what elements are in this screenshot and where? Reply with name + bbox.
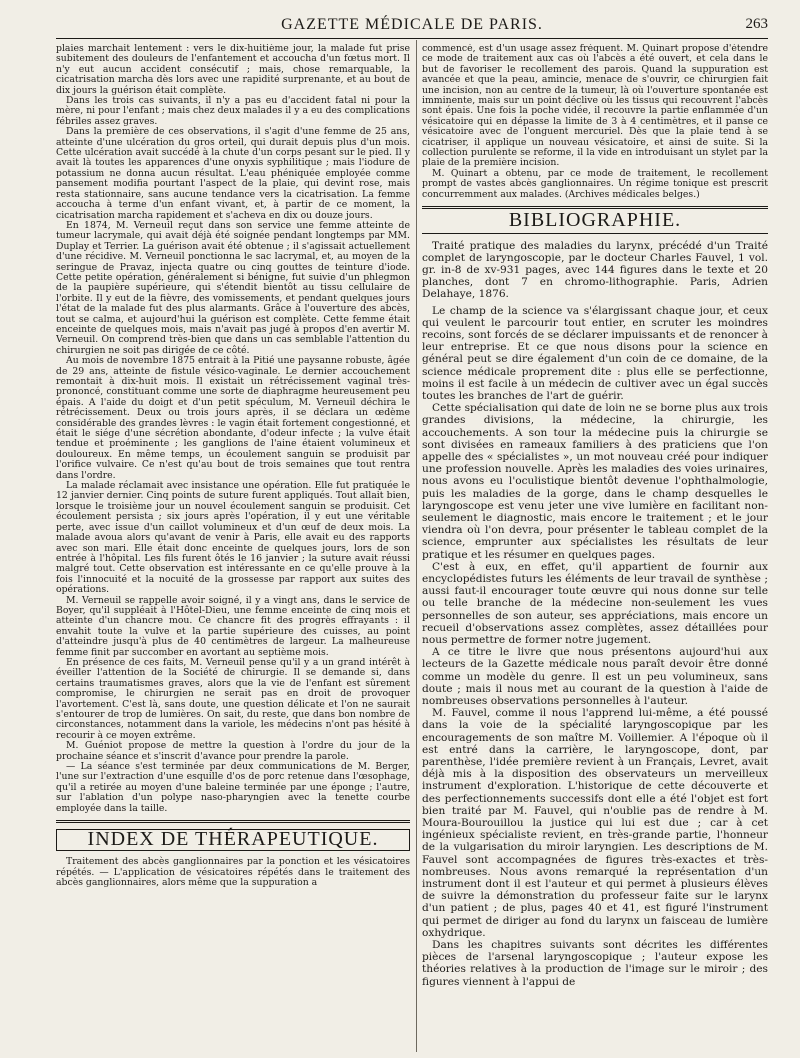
index-paragraph: Traitement des abcès ganglionnaires par la ponction et les vésicatoires répétés. — L'application de vésicatoires répétés dans le traitement des abcès ganglionnaires, alors même que la suppuration a — [56, 856, 410, 889]
bibliography-reference: Traité pratique des maladies du larynx, précédé d'un Traité complet de laryngoscopie, par le docteur Charles Fauvel, 1 vol. gr. in-8 de xv-931 pages, avec 144 figures dans le texte et 20 planches, dont 7 en chromo-lithographie. Paris, Adrien Delahaye, 1876. — [422, 239, 768, 301]
index-title: INDEX DE THÉRAPEUTIQUE. — [87, 828, 379, 851]
bibliography-paragraph: Dans les chapitres suivants sont décrites les différentes pièces de l'arsenal laryngoscopique ; l'auteur expose les théories relatives à la production de l'image sur le miroir ; des figures viennent à l'appui de — [422, 939, 768, 988]
left-paragraph: M. Verneuil se rappelle avoir soigné, il y a vingt ans, dans le service de Boyer, qu'il suppléait à l'Hôtel-Dieu, une femme enceinte de cinq mois et atteinte d'un chancre mou. Ce chancre fit des progrès effrayants : il envahit toute la vulve et la partie supérieure des cuisses, au point d'atteindre jusqu'à plus de 40 centimètres de largeur. La malheureuse femme finit par succomber en avortant au septième mois. — [56, 594, 410, 658]
bibliography-paragraph: Le champ de la science va s'élargissant chaque jour, et ceux qui veulent le parcourir tout entier, en scruter les moindres recoins, sont forcés de se déclarer impuissants et de renoncer à leur entreprise. Et ce que nous disons pour la science en général peut se dire également d'un coin de ce domaine, de la science médicale proprement dite : plus elle se perfectionne, moins il est facile à un médecin de cultiver avec un égal succès toutes les branches de l'art de guérir. — [422, 304, 768, 402]
left-paragraph: plaies marchait lentement : vers le dix-huitième jour, la malade fut prise subitement des douleurs de l'enfantement et accoucha d'un fœtus mort. Il n'y eut aucun accident consécutif ; mais, chose remarquable, la cicatrisation marcha dès lors avec une rapidité surprenante, et au bout de dix jours la guérison était complète. — [56, 44, 410, 96]
journal-title: GAZETTE MÉDICALE DE PARIS. — [281, 16, 543, 33]
bibliography-body — [422, 240, 768, 988]
index-section-header — [56, 829, 410, 851]
page-header — [56, 14, 768, 39]
bibliography-paragraph: Cette spécialisation qui date de loin ne se borne plus aux trois grandes divisions, la médecine, la chirurgie, les accouchements. A son tour la médecine puis la chirurgie se sont divisées en rameaux familiers à des praticiens que l'on appelle des « spécialistes », un mot nouveau créé pour indiquer une profession nouvelle. Après les maladies des voies urinaires, nous avons eu l'oculistique bientôt devenue l'ophthalmologie, puis les maladies de la gorge, dans le champ desquelles le laryngoscope est venu jeter une vive lumière en facilitant non-seulement le diagnostic, mais encore le traitement ; et le jour viendra où l'on devra, pour présenter le tableau complet de la science, emprunter aux spécialistes les résultats de leur pratique et les résumer en quelques pages. — [422, 402, 768, 561]
left-paragraph: En 1874, M. Verneuil reçut dans son service une femme atteinte de tumeur lacrymale, qui avait déjà été soignée pendant longtemps par MM. Duplay et Terrier. La guérison avait été obtenue ; il s'agissait actuellement d'une récidive. M. Verneuil ponctionna le sac lacrymal, et, au moyen de la seringue de Pravaz, injecta quatre ou cinq gouttes de teinture d'iode. Cette petite opération, généralement si bénigne, fut suivie d'un phlegmon de la paupière supérieure, qui s'étendit bientôt au tissu cellulaire de l'orbite. Il y eut de la fièvre, des vomissements, et pendant quelques jours l'état de la malade fut des plus alarmants. Grâce à l'ouverture des abcès, tout se calma, et aujourd'hui la guérison est complète. Cette femme était enceinte de quelques mois, mais n'avait pas jugé à propos d'en avertir M. Verneuil. On comprend très-bien que dans un cas semblable l'attention du chirurgien ne soit pas dirigée de ce côté. — [56, 219, 410, 356]
bibliography-paragraph: C'est à eux, en effet, qu'il appartient de fournir aux encyclopédistes futurs les éléments de leur travail de synthèse ; aussi faut-il encourager toute œuvre qui nous donne sur telle ou telle branche de la médecine non-seulement les vues personnelles de son auteur, ses appréciations, mais encore un recueil d'observations assez complètes, assez détaillées pour nous permettre de former notre jugement. — [422, 560, 768, 646]
bibliography-paragraph: M. Fauvel, comme il nous l'apprend lui-même, a été poussé dans la voie de la spécialité laryngoscopique par les encouragements de son maître M. Voillemier. A l'époque où il est entré dans la carrière, le laryngoscope, dont, par parenthèse, l'idée première revient à un Français, Levret, avait déjà mis à la disposition des observateurs un merveilleux instrument d'exploration. L'historique de cette découverte et des perfectionnements successifs dont elle a été l'objet est fort bien traité par M. Fauvel, qui n'oublie pas de rendre à M. Moura-Bourouillou la justice qui lui est due ; car à cet ingénieux spécialiste revient, en très-grande partie, l'honneur de la vulgarisation du miroir laryngien. Les descriptions de M. Fauvel sont accompagnées de figures très-exactes et très-nombreuses. Nous avons remarqué la représentation d'un instrument dont il est l'auteur et qui permet à plusieurs élèves de suivre la démonstration du professeur faite sur le larynx d'un patient ; de plus, pages 40 et 41, est figuré l'instrument qui permet de diriger au fond du larynx un faisceau de lumière oxhydrique. — [422, 707, 768, 939]
right-paragraph: M. Quinart a obtenu, par ce mode de traitement, le recollement prompt de vastes abcès ganglionnaires. Un régime tonique est prescrit concurremment aux malades. (Archives médicales belges.) — [422, 167, 768, 200]
left-paragraph: M. Guéniot propose de mettre la question à l'ordre du jour de la prochaine séance et s'inscrit d'avance pour prendre la parole. — [56, 740, 410, 762]
left-paragraph: Dans la première de ces observations, il s'agit d'une femme de 25 ans, atteinte d'une ulcération du gros orteil, qui durait depuis plus d'un mois. Cette ulcération avait succédé à la chute d'un corps pesant sur le pied. Il y avait là toutes les apparences d'une onyxis syphilitique ; mais l'iodure de potassium ne donna aucun résultat. L'eau phéniquée employée comme pansement modifia pourtant l'aspect de la plaie, qui devint rose, mais resta stationnaire, sans aucune tendance vers la cicatrisation. La femme accoucha à terme d'un enfant vivant, et, à partir de ce moment, la cicatrisation marcha rapidement et s'acheva en dix ou douze jours. — [56, 126, 410, 221]
page-number: 263 — [745, 16, 768, 32]
right-column — [422, 44, 768, 1054]
bibliography-title: BIBLIOGRAPHIE. — [508, 209, 682, 232]
left-paragraph: Au mois de novembre 1875 entrait à la Pitié une paysanne robuste, âgée de 29 ans, atteinte de fistule vésico-vaginale. Le dernier accouchement remontait à dix-huit mois. Il existait un rétrécissement vaginal très-prononcé, constituant comme une sorte de diaphragme heureusement peu épais. A l'aide du doigt et d'un petit spéculum, M. Verneuil déchira le rétrécissement. Deux ou trois jours après, il se déclara un œdème considérable des grandes lèvres : le vagin était fortement congestionné, et était le siége d'une sécrétion abondante, d'odeur infecte ; la vulve était tendue et proéminente ; les ganglions de l'aine étaient volumineux et douloureux. En même temps, un écoulement sanguin se produisit par l'orifice vulvaire. Ce n'est qu'au bout de trois semaines que tout rentra dans l'ordre. — [56, 355, 410, 481]
bibliography-section-header — [422, 206, 768, 233]
left-paragraph: En présence de ces faits, M. Verneuil pense qu'il y a un grand intérêt à éveiller l'attention de la Société de chirurgie. Il se demande si, dans certains traumatismes graves, alors que la vie de l'enfant est sûrement compromise, le chirurgien ne serait pas en droit de provoquer l'avortement. C'est là, sans doute, une question délicate et l'on ne saurait s'entourer de trop de lumières. On sait, du reste, que dans bon nombre de circonstances, notamment dans la variole, les médecins n'ont pas hésité à recourir à ce moyen extrême. — [56, 656, 410, 741]
section-separator — [56, 820, 410, 823]
left-column — [56, 44, 410, 1054]
bibliography-paragraph: A ce titre le livre que nous présentons aujourd'hui aux lecteurs de la Gazette médicale nous paraît devoir être donné comme un modèle du genre. Il est un peu volumineux, sans doute ; mais il nous met au courant de la question à l'aide de nombreuses observations personnelles à l'auteur. — [422, 646, 768, 708]
right-paragraph: commencé, est d'un usage assez fréquent. M. Quinart propose d'étendre ce mode de traitement aux cas où l'abcès a été ouvert, et cela dans le but de favoriser le recollement des parois. Quand la suppuration est avancée et que la peau, amincie, menace de s'ouvrir, ce chirurgien fait une incision, non au centre de la tumeur, là où l'ouverture spontanée est imminente, mais sur un point déclive où les tissus qui recouvrent l'abcès sont épais. Une fois la poche vidée, il recouvre la partie enflammée d'un vésicatoire qui en dépasse la limite de 3 à 4 centimètres, et il panse ce vésicatoire avec de l'onguent mercuriel. Dès que la plaie tend à se cicatriser, il applique un nouveau vésicatoire, et ainsi de suite. Si la collection purulente se reforme, il la vide en introduisant un stylet par la plaie de la première incision. — [422, 44, 768, 169]
left-paragraph: Dans les trois cas suivants, il n'y a pas eu d'accident fatal ni pour la mère, ni pour l'enfant ; mais chez deux malades il y a eu des complications fébriles assez graves. — [56, 95, 410, 127]
column-divider — [416, 40, 417, 1052]
left-paragraph: — La séance s'est terminée par deux communications de M. Berger, l'une sur l'extraction d'une esquille d'os de porc retenue dans l'œsophage, qu'il a retirée au moyen d'une baleine terminée par une éponge ; l'autre, sur l'ablation d'un polype naso-pharyngien avec la tenette courbe employée dans la taille. — [56, 761, 410, 814]
left-paragraph: La malade réclamait avec insistance une opération. Elle fut pratiquée le 12 janvier dernier. Cinq points de suture furent appliqués. Tout allait bien, lorsque le troisième jour un nouvel écoulement sanguin se produisit. Cet écoulement persista ; six jours après l'opération, il y eut une véritable perte, avec issue d'un caillot volumineux et d'un œuf de deux mois. La malade avoua alors qu'avant de venir à Paris, elle avait eu des rapports avec son mari. Elle était donc enceinte de quelques jours, lors de son entrée à l'hôpital. Les fils furent ôtés le 16 janvier ; la suture avait réussi malgré tout. Cette observation est intéressante en ce qu'elle prouve à la fois l'innocuité et la nocuité de la grossesse par rapport aux suites des opérations. — [56, 480, 410, 596]
